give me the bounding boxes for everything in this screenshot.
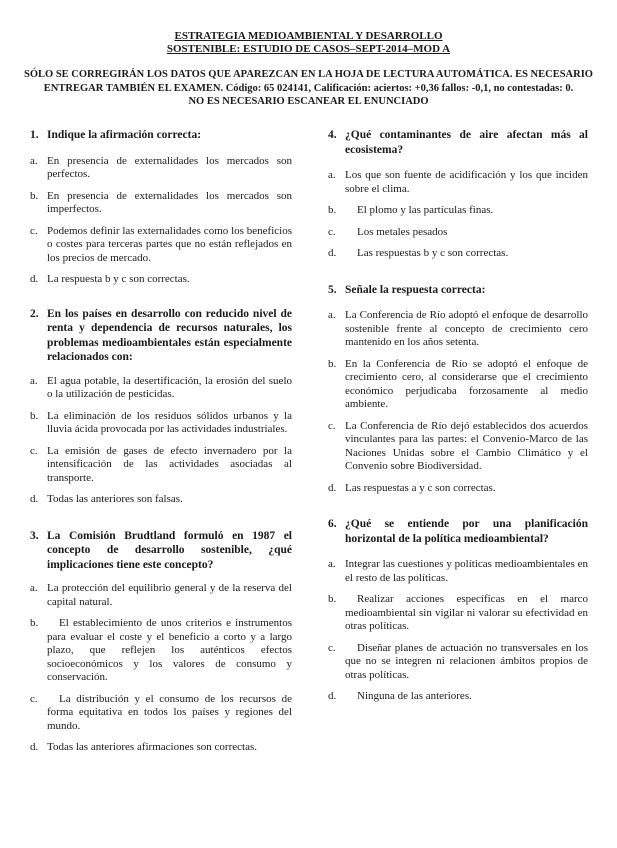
question-text: ¿Qué se entiende por una planificación horizontal de la política medioambiental? [345,518,588,545]
instructions-line-1: SÓLO SE CORREGIRÁN LOS DATOS QUE APAREZCAN EN LA HOJA DE LECTURA AUTOMÁTICA. ES NECESARIO [24,69,593,80]
option-c: c. La Conferencia de Río dejó establecidos dos acuerdos vinculantes para las partes: el Convenio-Marco de las Naciones Unidas sobre el Cambio Climático y el Convenio sobre Biodiversidad. [328,419,588,472]
question-5 [328,283,588,496]
option-d: d. Todas las anteriores son falsas. [30,493,183,505]
question-number: 6. [328,518,337,530]
option-c: c. Diseñar planes de actuación no transversales en los que no se integren ni relacionen ámbitos propios de otras políticas. [328,641,588,681]
question-text: Señale la respuesta correcta: [345,283,486,296]
question-number: 5. [328,283,337,296]
option-d: d. Ninguna de las anteriores. [328,690,472,702]
question-6 [328,517,588,704]
question-3 [30,529,292,755]
exam-title-line-2: SOSTENIBLE: ESTUDIO DE CASOS–SEPT-2014–MOD A [166,43,451,55]
question-2 [30,307,292,507]
option-a: a. La Conferencia de Río adoptó el enfoque de desarrollo sostenible frente al concepto de crecimiento cero mantenido en los años setenta. [328,309,588,348]
option-a: a. En presencia de externalidades los mercados son perfectos. [30,154,292,180]
option-c: c. La emisión de gases de efecto invernadero por la intensificación de las actividades asociadas al transporte. [30,444,292,484]
option-b: b. En la Conferencia de Río se adoptó el enfoque de crecimiento cero, al considerarse que el crecimiento económico perjudicaba forzosamente al medio ambiente. [328,357,588,410]
option-b: b. En presencia de externalidades los mercados son imperfectos. [30,189,292,215]
option-d: d. Las respuestas a y c son correctas. [328,481,496,494]
question-text: ¿Qué contaminantes de aire afectan más al ecosistema? [345,129,588,156]
question-1 [30,128,292,287]
question-text: La Comisión Brudtland formuló en 1987 el concepto de desarrollo sostenible, ¿qué implicaciones tiene este concepto? [47,529,292,571]
option-b: b. El plomo y las partículas finas. [328,204,494,216]
question-4 [328,128,588,261]
option-a: a. El agua potable, la desertificación, la erosión del suelo o la utilización de pesticidas. [30,374,292,400]
question-number: 1. [30,129,39,141]
right-column [328,128,588,712]
question-number: 3. [30,529,39,542]
exam-header [0,30,617,56]
option-a: a. La protección del equilibrio general y de la reserva del capital natural. [30,582,292,608]
option-b: b. El establecimiento de unos criterios e instrumentos para evaluar el coste y el beneficio a corto y a largo plazo, que reflejen los auténticos efectos socioeconómicos y los valores de consumo y conservación. [30,617,292,683]
option-a: a. Integrar las cuestiones y políticas medioambientales en el resto de las políticas. [328,558,588,584]
exam-instructions [20,68,597,109]
option-b: b. La eliminación de los residuos sólidos urbanos y la lluvia ácida provocada por las actividades industriales. [30,409,292,435]
option-d: d. La respuesta b y c son correctas. [30,273,190,285]
question-number: 4. [328,129,337,141]
option-c: c. La distribución y el consumo de los recursos de forma equitativa en todos los países y regiones del mundo. [30,692,292,732]
option-d: d. Las respuestas b y c son correctas. [328,247,509,259]
option-c: c. Podemos definir las externalidades como los beneficios o costes para terceras partes que no están reflejados en los precios de mercado. [30,224,292,264]
option-d: d. Todas las anteriores afirmaciones son correctas. [30,741,257,753]
left-column [30,128,292,763]
option-a: a. Los que son fuente de acidificación y los que inciden sobre el clima. [328,169,588,195]
exam-title-line-1: ESTRATEGIA MEDIOAMBIENTAL Y DESARROLLO [174,30,443,42]
question-number: 2. [30,307,39,320]
instructions-line-2: ENTREGAR TAMBIÉN EL EXAMEN. Código: 65 024141, Calificación: aciertos: +0,36 fallos: -0,1, no contestadas: 0. [43,82,574,94]
option-c: c. Los metales pesados [328,225,448,238]
instructions-line-3: NO ES NECESARIO ESCANEAR EL ENUNCIADO [188,96,429,107]
question-text: En los países en desarrollo con reducido nivel de renta y dependencia de recursos naturales, los problemas medioambientales están especialmente relacionados con: [47,307,292,363]
question-text: Indique la afirmación correcta: [47,129,202,141]
option-b: b. Realizar acciones específicas en el marco medioambiental sin vigilar ni valorar su efectividad en otras políticas. [328,593,588,632]
